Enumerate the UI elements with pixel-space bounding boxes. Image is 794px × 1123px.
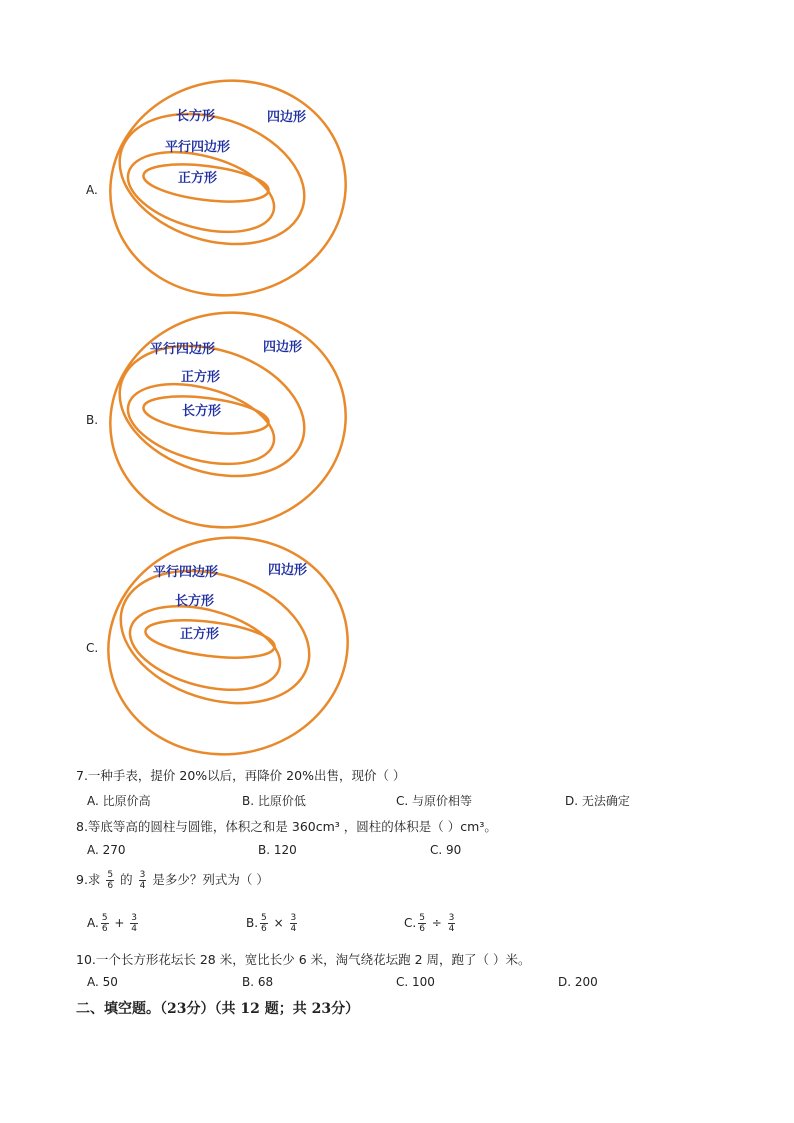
figure-c-label-4: 正方形 [180, 627, 220, 642]
question-8-option-c[interactable]: C. 90 [430, 843, 462, 857]
question-10-option-a[interactable]: A. 50 [87, 975, 118, 989]
figure-b-label-2: 四边形 [263, 340, 303, 355]
question-9-option-b[interactable]: B. $\frac{5}{6}$ × $\frac{3}{4}$ [246, 913, 297, 934]
figure-c-option-label: C. [86, 641, 99, 655]
figure-c-label-1: 平行四边形 [153, 565, 219, 580]
figure-b-option-label: B. [86, 413, 99, 427]
figure-c-label-3: 长方形 [175, 594, 215, 609]
figure-a-label-1: 长方形 [176, 109, 216, 124]
question-9-option-c[interactable]: C. $\frac{5}{6}$ ÷ $\frac{3}{4}$ [404, 913, 455, 934]
figure-b-label-3: 正方形 [181, 370, 221, 385]
section-2-title: 二、填空题。（23分）（共 12 题；共 23分） [76, 1001, 360, 1017]
figure-c-venn-diagram [95, 534, 370, 764]
figure-b-label-4: 长方形 [182, 404, 222, 419]
question-7-option-c[interactable]: C. 与原价相等 [396, 794, 473, 808]
figure-c-label-2: 四边形 [268, 563, 308, 578]
figure-b-label-1: 平行四边形 [150, 342, 216, 357]
question-9-prefix: 9.求 [76, 872, 101, 887]
question-7-option-b[interactable]: B. 比原价低 [242, 794, 306, 808]
question-10-option-b[interactable]: B. 68 [242, 975, 274, 989]
question-10-option-c[interactable]: C. 100 [396, 975, 435, 989]
figure-a-label-4: 正方形 [178, 171, 218, 186]
question-7-option-d[interactable]: D. 无法确定 [565, 794, 630, 808]
question-10-text: 10.一个长方形花坛长 28 米，宽比长少 6 米，淘气绕花坛跑 2 周，跑了（ ）米。 [76, 952, 531, 967]
figure-a-option-label: A. [86, 183, 98, 197]
fraction-five-sixths: $\frac{5}{6}$ [107, 870, 114, 891]
question-9-option-a[interactable]: A. $\frac{5}{6}$ + $\frac{3}{4}$ [87, 913, 137, 934]
figure-a-venn-diagram [95, 78, 365, 303]
question-8-text: 8.等底等高的圆柱与圆锥，体积之和是 360cm³ ，圆柱的体积是（ ）cm³。 [76, 819, 497, 834]
figure-a-label-2: 四边形 [267, 110, 307, 125]
question-7-option-a[interactable]: A. 比原价高 [87, 794, 151, 808]
question-8-option-b[interactable]: B. 120 [258, 843, 297, 857]
question-7-text: 7.一种手表，提价 20%以后，再降价 20%出售，现价（ ） [76, 768, 406, 783]
question-9-text [76, 870, 269, 891]
question-10-option-d[interactable]: D. 200 [558, 975, 598, 989]
question-8-option-a[interactable]: A. 270 [87, 843, 126, 857]
figure-a-label-3: 平行四边形 [165, 140, 231, 155]
fraction-three-fourths: $\frac{3}{4}$ [139, 870, 146, 891]
question-9-mid: 的 [120, 872, 133, 887]
figure-b-venn-diagram [95, 310, 365, 535]
question-9-suffix: 是多少？列式为（ ） [152, 872, 269, 887]
